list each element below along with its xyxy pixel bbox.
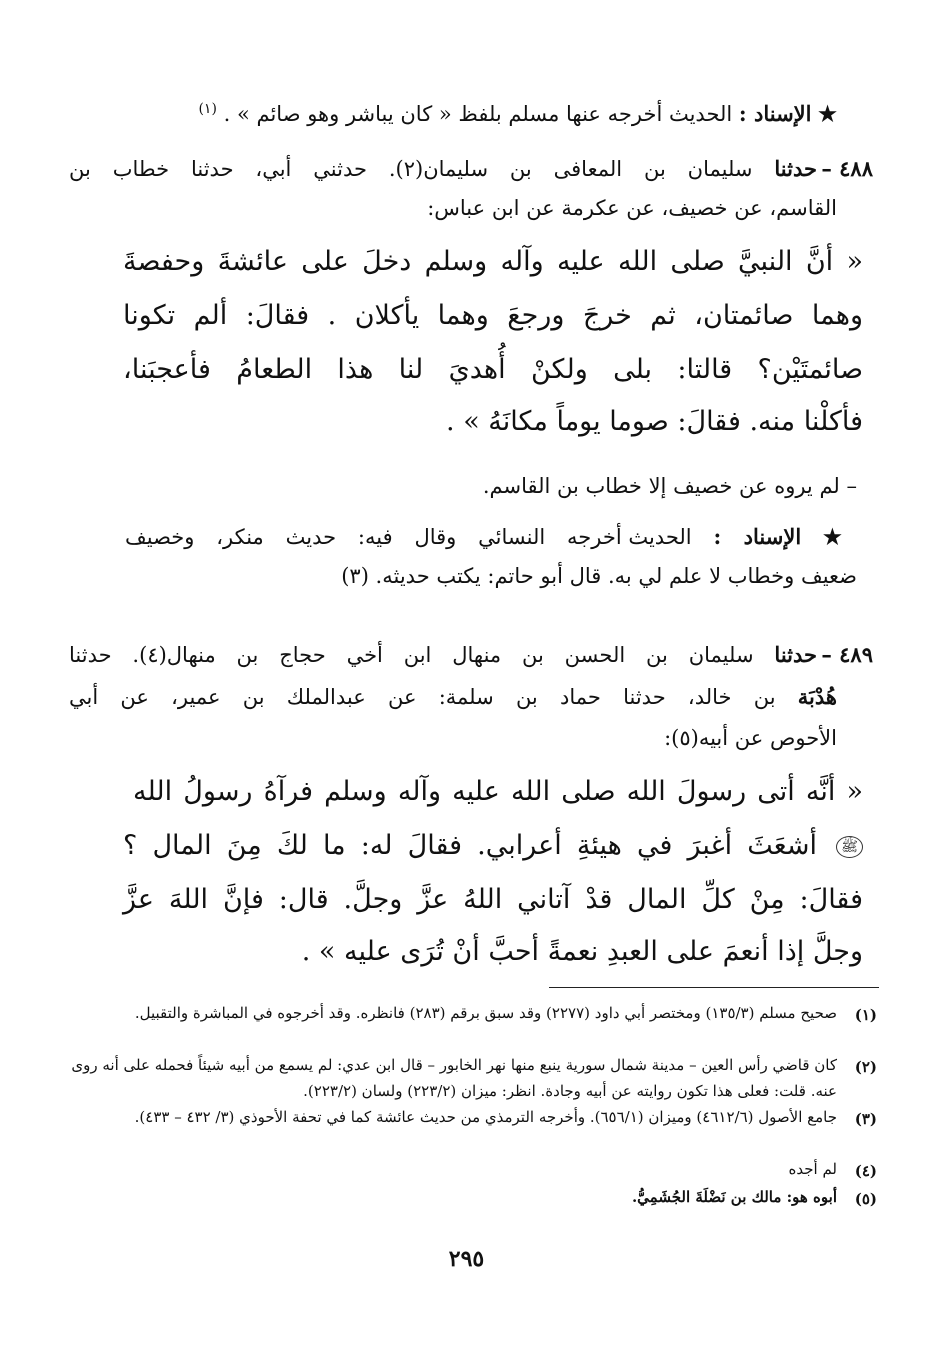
hadith-489-matn-line4: وجلَّ إذا أنعمَ على العبدِ نعمةً أحبَّ أنْ تُرَى عليه » . xyxy=(301,936,863,967)
footnote-text: لم أجده xyxy=(788,1160,837,1178)
footnote-divider xyxy=(549,987,879,988)
footnote-text: كان قاضي رأس العين – مدينة شمال سورية ينبع منها نهر الخابور – قال ابن عدي: لم يسمع من أبيه شيئاً فحمله على أنه روى عنه. قلت: فعلى هذا تكون روايته عن أبيه وجادة. انظر: ميزان (٢٢٣/٢) ولسان (٢٢٣/٢). xyxy=(71,1056,837,1100)
footnote-number: (٤) xyxy=(854,1162,877,1180)
hadith-489-matn-line2 xyxy=(123,832,863,859)
footnote-text: أبوه هو: مالك بن نَضْلَةَ الجُشَمِيُّ. xyxy=(631,1188,837,1206)
isnad-text: سليمان بن الحسن بن منهال ابن أخي حجاج بن منهال(٤). حدثنا xyxy=(69,643,754,667)
hadith-488-matn-line4: فأكلْنا منه. فقالَ: صوما يوماً مكانَهُ » . xyxy=(446,406,863,437)
hadith-489-number: ٤٨٩ – xyxy=(821,642,873,667)
isnad-text: سليمان بن المعافى بن سليمان(٢). حدثني أبي، حدثنا خطاب بن xyxy=(69,157,753,181)
hadith-488-isnad-line2: القاسم، عن خصيف، عن عكرمة عن ابن عباس: xyxy=(427,196,837,220)
isnad-label: الإسناد : xyxy=(713,524,802,549)
hadith-488-isnad-note-line2: ضعيف وخطاب لا علم لي به. قال أبو حاتم: يكتب حديثه. (٣) xyxy=(341,564,857,588)
hadith-488-isnad-line1 xyxy=(69,158,817,180)
page-number: ٢٩٥ xyxy=(448,1246,485,1272)
footnote-text: جامع الأصول (٤٦١٢/٦) وميزان (٦٥٦/١). وأخرجه الترمذي من حديث عائشة كما في تحفة الأحوذي (٣/ ٤٣٢ – ٤٣٣). xyxy=(134,1108,837,1126)
hadith-489-isnad-line2 xyxy=(69,686,837,708)
hadith-488-matn-line2: وهما صائمتان، ثم خرجَ ورجعَ وهما يأكلان . فقالَ: ألم تكونا xyxy=(123,300,863,331)
haddathana-label: حدثنا xyxy=(774,156,817,181)
footnote-ref: (١) xyxy=(198,101,217,117)
hadith-489-isnad-line3: الأحوص عن أبيه(٥): xyxy=(664,726,837,750)
star-icon: ★ xyxy=(818,101,837,126)
star-icon: ★ xyxy=(823,524,857,549)
footnote-text: صحيح مسلم (١٣٥/٣) ومختصر أبي داود (٢٢٧٧) وقد سبق برقم (٢٨٣) فانظره. وقد أخرجوه في المباشرة والتقبيل. xyxy=(134,1004,837,1022)
hadith-488-isnad-note-line1 xyxy=(125,526,857,548)
hadith-488-matn-line1: « أنَّ النبيَّ صلى الله عليه وآله وسلم دخلَ على عائشةَ وحفصةَ xyxy=(123,246,863,277)
footnote-number: (١) xyxy=(854,1006,877,1024)
hadith-489-matn-line3: فقالَ: مِنْ كلِّ المال قدْ آتاني اللهُ عزَّ وجلَّ. قال: فإنَّ اللهَ عزَّ xyxy=(123,884,863,915)
salla-ligature-icon: ﷺ xyxy=(836,836,863,858)
top-isnad-note xyxy=(198,102,837,125)
isnad-label: الإسناد : xyxy=(738,101,812,126)
isnad-text: الحديث أخرجه النسائي وقال فيه: حديث منكر، وخصيف xyxy=(125,525,692,549)
isnad-text: الحديث أخرجه عنها مسلم بلفظ « كان يباشر وهو صائم » . xyxy=(223,102,733,126)
haddathana-label: حدثنا xyxy=(774,642,818,667)
footnote-number: (٢) xyxy=(854,1058,877,1076)
hadith-489-isnad-line1 xyxy=(69,644,817,666)
hadith-488-remark: – لم يروه عن خصيف إلا خطاب بن القاسم. xyxy=(482,474,857,498)
footnote-number: (٥) xyxy=(854,1190,877,1208)
hadith-489-matn-line1: « أنَّه أتى رسولَ الله صلى الله عليه وآله وسلم فرآهُ رسولُ الله xyxy=(133,776,863,807)
hadith-488-matn-line3: صائمتَيْن؟ قالتا: بلى ولكنْ أُهديَ لنا هذا الطعامُ فأعجبَنا، xyxy=(123,354,863,385)
footnote-number: (٣) xyxy=(854,1110,877,1128)
hadith-488-number: ٤٨٨ – xyxy=(821,156,873,181)
matn-text: أشعَثَ أغبرَ في هيئةِ أعرابي. فقالَ له: ما لكَ مِنَ المال ؟ xyxy=(123,830,817,861)
narrator-name: هُدْبَة xyxy=(797,684,837,709)
isnad-text: بن خالد، حدثنا حماد بن سلمة: عن عبدالملك بن عمير، عن أبي xyxy=(69,685,776,709)
